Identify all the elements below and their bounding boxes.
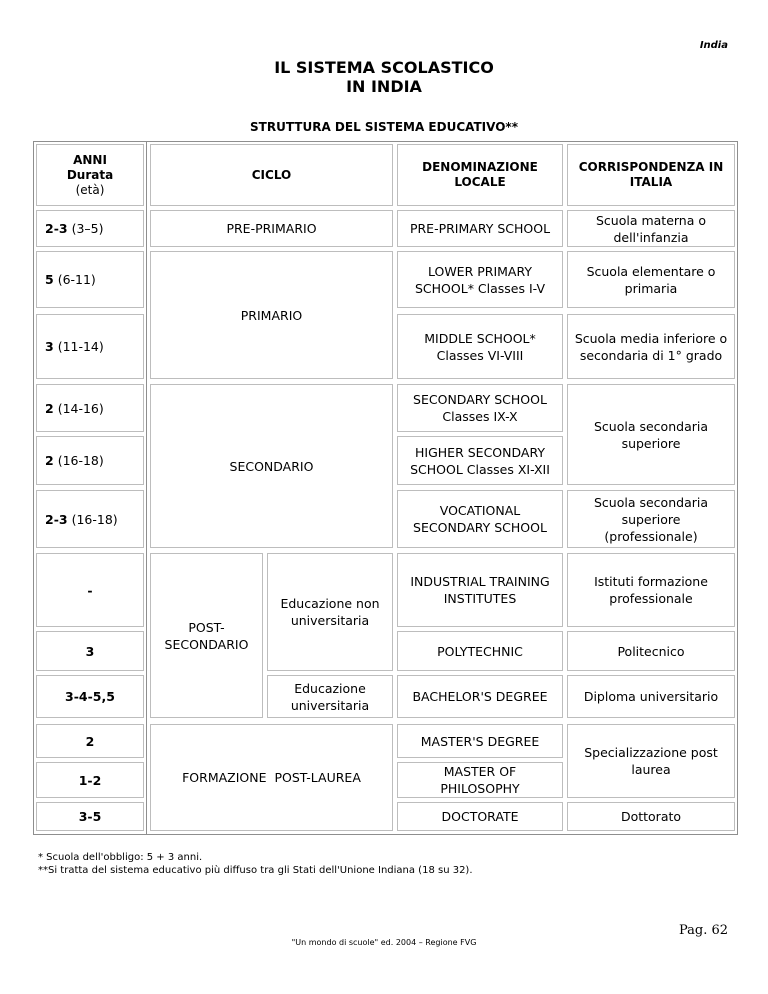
row-vocational-years [36, 490, 144, 548]
italy-secondary-superior: Scuola secondaria superiore [567, 384, 735, 485]
years-value: 2 [45, 453, 54, 468]
italy-lowerprimary: Scuola elementare o primaria [567, 251, 735, 308]
local-master: MASTER'S DEGREE [397, 724, 563, 758]
educazione-non-universitaria: Educazione non universitaria [267, 553, 393, 671]
footnote-system: **Si tratta del sistema educativo più diffuso tra gli Stati dell'Unione Indiana (18 su 32). [38, 865, 473, 876]
header-anni-line1: ANNI [73, 152, 107, 167]
local-highersecondary: HIGHER SECONDARY SCHOOL Classes XI-XII [397, 436, 563, 485]
ciclo-secondario: SECONDARIO [150, 384, 393, 548]
page-title [0, 58, 768, 96]
local-middle: MIDDLE SCHOOL* Classes VI-VIII [397, 314, 563, 379]
local-vocational: VOCATIONAL SECONDARY SCHOOL [397, 490, 563, 548]
age-range: (3–5) [71, 221, 104, 236]
row-doctorate-years: 3-5 [36, 802, 144, 831]
age-range: (16-18) [57, 453, 104, 468]
italy-bachelor: Diploma universitario [567, 675, 735, 718]
header-corrispondenza: CORRISPONDENZA IN ITALIA [567, 144, 735, 206]
row-middle-years [36, 314, 144, 379]
italy-industrial: Istituti formazione professionale [567, 553, 735, 627]
ciclo-formazione-post-laurea [150, 724, 393, 831]
header-ciclo: CICLO [150, 144, 393, 206]
local-polytechnic: POLYTECHNIC [397, 631, 563, 671]
formazione-label: FORMAZIONE POST-LAUREA [182, 770, 361, 785]
years-value: 3 [45, 339, 54, 354]
local-secondary: SECONDARY SCHOOL Classes IX-X [397, 384, 563, 432]
ciclo-primario: PRIMARIO [150, 251, 393, 379]
italy-middle: Scuola media inferiore o secondaria di 1° grado [567, 314, 735, 379]
years-value: 2 [45, 400, 54, 416]
local-lowerprimary: LOWER PRIMARY SCHOOL* Classes I-V [397, 251, 563, 308]
title-line-1: IL SISTEMA SCOLASTICO [274, 58, 494, 77]
local-preprimary: PRE-PRIMARY SCHOOL [397, 210, 563, 247]
ciclo-postsecondario: POST-SECONDARIO [150, 553, 263, 718]
header-anni-line2: Durata [66, 167, 114, 182]
row-mphil-years: 1-2 [36, 762, 144, 798]
years-value: 2-3 [45, 511, 68, 527]
age-range: (11-14) [57, 339, 104, 354]
years-column-divider [146, 141, 147, 835]
italy-postgrad: Specializzazione post laurea [567, 724, 735, 798]
header-denominazione: DENOMINAZIONE LOCALE [397, 144, 563, 206]
title-line-2: IN INDIA [346, 77, 422, 96]
age-range: (14-16) [57, 400, 104, 416]
row-polytechnic-years: 3 [36, 631, 144, 671]
local-bachelor: BACHELOR'S DEGREE [397, 675, 563, 718]
age-range: (16-18) [71, 511, 118, 527]
country-label: India [699, 40, 728, 51]
table-subtitle: STRUTTURA DEL SISTEMA EDUCATIVO** [250, 120, 518, 134]
row-lowerprimary-years [36, 251, 144, 308]
footnote-compulsory: * Scuola dell'obbligo: 5 + 3 anni. [38, 852, 203, 863]
header-anni [36, 144, 144, 206]
local-mphil: MASTER OF PHILOSOPHY [397, 762, 563, 798]
row-master-years: 2 [36, 724, 144, 758]
row-bachelor-years: 3-4-5,5 [36, 675, 144, 718]
local-industrial: INDUSTRIAL TRAINING INSTITUTES [397, 553, 563, 627]
footer-source: "Un mondo di scuole" ed. 2004 – Regione FVG [291, 938, 477, 947]
row-highersecondary-years [36, 436, 144, 485]
row-preprimary-years [36, 210, 144, 247]
age-range: (6-11) [57, 272, 96, 287]
italy-polytechnic: Politecnico [567, 631, 735, 671]
local-doctorate: DOCTORATE [397, 802, 563, 831]
page-number: Pag. 62 [678, 923, 728, 938]
italy-doctorate: Dottorato [567, 802, 735, 831]
row-industrial-years: - [36, 553, 144, 627]
footnotes [38, 851, 473, 877]
row-secondary-years [36, 384, 144, 432]
years-value: 2-3 [45, 221, 68, 236]
italy-preprimary: Scuola materna o dell'infanzia [567, 210, 735, 247]
italy-vocational: Scuola secondaria superiore (professionale) [567, 490, 735, 548]
years-value: 5 [45, 272, 54, 287]
ciclo-preprimario: PRE-PRIMARIO [150, 210, 393, 247]
header-anni-line3: (età) [75, 182, 105, 197]
educazione-universitaria: Educazione universitaria [267, 675, 393, 718]
